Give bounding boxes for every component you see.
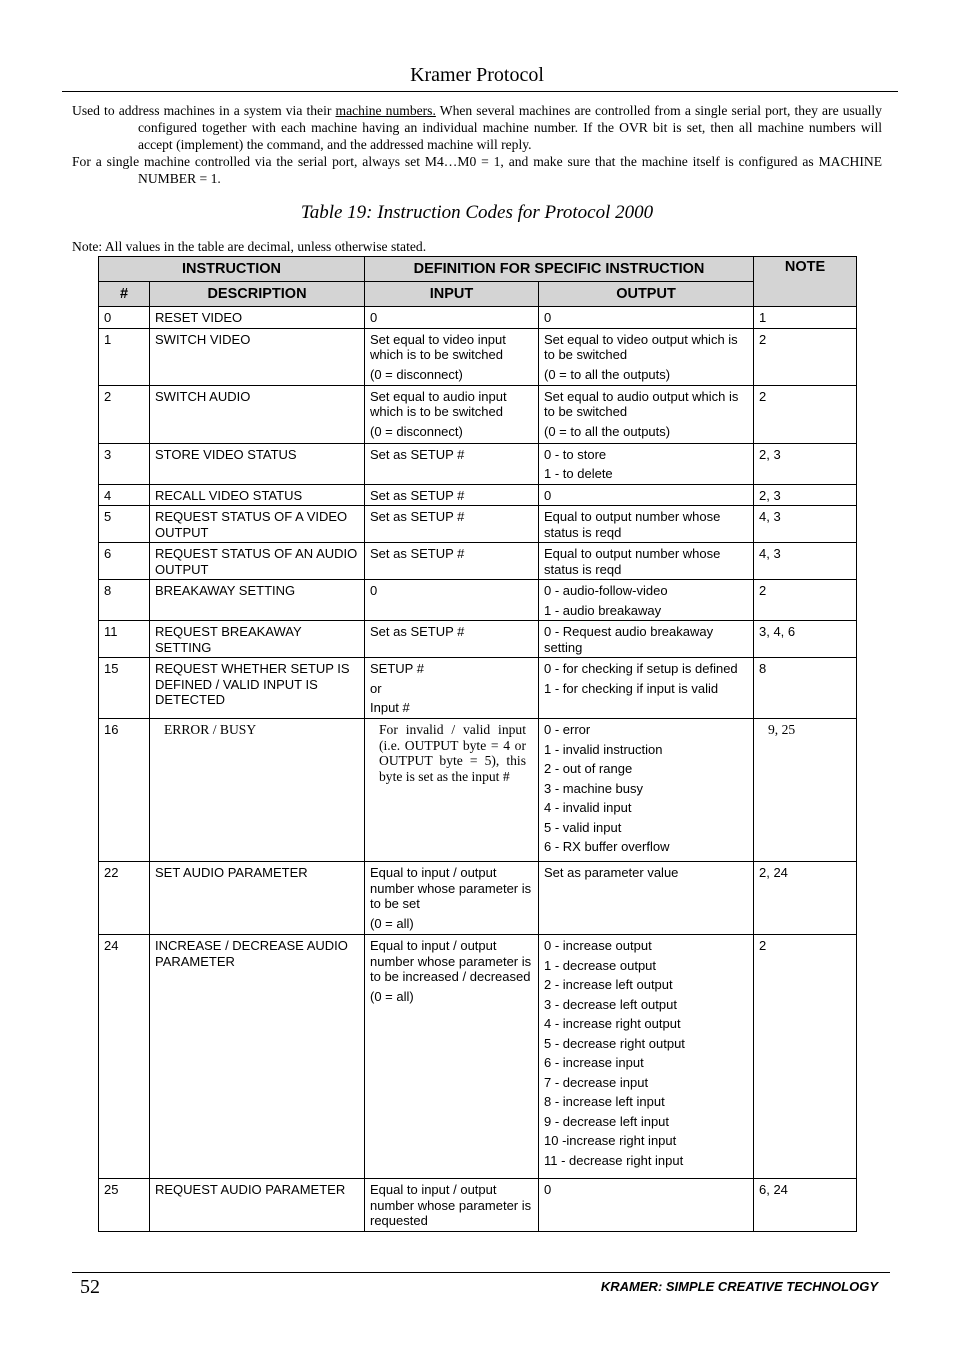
- cell-num: 16: [99, 719, 150, 862]
- output-line: 0: [544, 487, 552, 503]
- cell-description: SWITCH AUDIO: [150, 385, 365, 443]
- cell-output: [539, 385, 754, 443]
- cell-num: 0: [99, 307, 150, 329]
- table-row: [99, 484, 857, 506]
- table-note: Note: All values in the table are decimal, unless otherwise stated.: [72, 239, 427, 254]
- cell-output: [539, 719, 754, 862]
- footer-brand: KRAMER: SIMPLE CREATIVE TECHNOLOGY: [600, 1279, 878, 1294]
- cell-note: 2, 24: [754, 862, 857, 935]
- cell-note: 8: [754, 658, 857, 719]
- output-line: 2 - increase left output: [544, 977, 673, 992]
- output-line: 0 - increase output: [544, 938, 652, 953]
- input-line: (0 = all): [370, 988, 414, 1004]
- cell-output: [539, 621, 754, 658]
- cell-input: [365, 580, 539, 621]
- cell-description: REQUEST STATUS OF AN AUDIO OUTPUT: [150, 543, 365, 580]
- cell-description: RESET VIDEO: [150, 307, 365, 329]
- cell-output: [539, 307, 754, 329]
- cell-note: 2: [754, 580, 857, 621]
- cell-note: 2: [754, 385, 857, 443]
- header-note: NOTE: [754, 257, 857, 307]
- input-line: For invalid / valid input (i.e. OUTPUT byte = 4 or OUTPUT byte = 5), this byte is set as the input #: [379, 722, 526, 784]
- output-line: Set equal to audio output which is to be switched: [544, 388, 739, 419]
- cell-description: REQUEST BREAKAWAY SETTING: [150, 621, 365, 658]
- table-row: [99, 621, 857, 658]
- cell-note: 1: [754, 307, 857, 329]
- cell-input: [365, 719, 539, 862]
- cell-input: [365, 1179, 539, 1232]
- table-row: [99, 935, 857, 1179]
- cell-output: [539, 862, 754, 935]
- table-row: [99, 506, 857, 543]
- cell-num: 5: [99, 506, 150, 543]
- table-row: [99, 580, 857, 621]
- cell-output: [539, 935, 754, 1179]
- cell-note: 2: [754, 328, 857, 385]
- cell-output: [539, 658, 754, 719]
- input-line: (0 = disconnect): [370, 366, 463, 382]
- cell-output: [539, 506, 754, 543]
- cell-num: 22: [99, 862, 150, 935]
- output-line: 2 - out of range: [544, 761, 633, 776]
- output-line: 0 - for checking if setup is defined: [544, 661, 738, 676]
- input-line: Input #: [370, 700, 410, 715]
- cell-note: 4, 3: [754, 506, 857, 543]
- cell-input: [365, 935, 539, 1179]
- output-line: Equal to output number whose status is reqd: [544, 509, 721, 540]
- output-line: 6 - increase input: [544, 1055, 644, 1070]
- output-line: 1 - for checking if input is valid: [544, 680, 719, 696]
- cell-num: 15: [99, 658, 150, 719]
- cell-input: [365, 307, 539, 329]
- output-line: 0 - Request audio breakaway setting: [544, 624, 714, 655]
- output-line: 0 - audio-follow-video: [544, 583, 668, 598]
- output-line: 3 - decrease left output: [544, 996, 677, 1012]
- cell-note: 6, 24: [754, 1179, 857, 1232]
- output-line: 0: [544, 310, 552, 325]
- cell-num: 6: [99, 543, 150, 580]
- page-number: 52: [80, 1276, 100, 1298]
- input-line: Equal to input / output number whose parameter is to be increased / decreased: [370, 938, 532, 984]
- header-input: INPUT: [365, 282, 539, 307]
- cell-output: [539, 543, 754, 580]
- input-line: or: [370, 680, 382, 696]
- output-line: (0 = to all the outputs): [544, 423, 671, 439]
- cell-input: [365, 484, 539, 506]
- cell-input: [365, 385, 539, 443]
- table-row: [99, 385, 857, 443]
- output-line: 0 - to store: [544, 446, 607, 462]
- cell-description: SET AUDIO PARAMETER: [150, 862, 365, 935]
- cell-description: REQUEST AUDIO PARAMETER: [150, 1179, 365, 1232]
- cell-num: 2: [99, 385, 150, 443]
- output-line: Set equal to video output which is to be switched: [544, 331, 738, 362]
- cell-description: INCREASE / DECREASE AUDIO PARAMETER: [150, 935, 365, 1179]
- cell-output: [539, 580, 754, 621]
- cell-output: [539, 484, 754, 506]
- cell-num: 25: [99, 1179, 150, 1232]
- machine-numbers-link: machine numbers.: [335, 103, 436, 118]
- table-row: [99, 328, 857, 385]
- output-line: (0 = to all the outputs): [544, 366, 671, 382]
- table-caption: Table 19: Instruction Codes for Protocol 2000: [300, 202, 654, 223]
- intro-text: [72, 102, 882, 187]
- intro-paragraph-1: [72, 102, 882, 153]
- cell-num: 3: [99, 443, 150, 484]
- cell-description: SWITCH VIDEO: [150, 328, 365, 385]
- output-line: 5 - valid input: [544, 819, 622, 835]
- cell-description: ERROR / BUSY: [150, 719, 365, 862]
- header-instruction: INSTRUCTION: [99, 257, 365, 282]
- input-line: (0 = disconnect): [370, 423, 463, 439]
- input-line: Equal to input / output number whose parameter is to be set: [370, 865, 532, 911]
- output-line: 1 - decrease output: [544, 957, 657, 973]
- input-line: Set as SETUP #: [370, 624, 465, 639]
- cell-note: 2: [754, 935, 857, 1179]
- output-line: 8 - increase left input: [544, 1094, 665, 1109]
- output-line: 6 - RX buffer overflow: [544, 839, 670, 854]
- cell-num: 24: [99, 935, 150, 1179]
- cell-input: [365, 543, 539, 580]
- cell-description: RECALL VIDEO STATUS: [150, 484, 365, 506]
- header-definition: DEFINITION FOR SPECIFIC INSTRUCTION: [365, 257, 754, 282]
- cell-output: [539, 1179, 754, 1232]
- output-line: 0 - error: [544, 722, 591, 737]
- cell-input: [365, 621, 539, 658]
- cell-note: 2, 3: [754, 443, 857, 484]
- cell-note: 4, 3: [754, 543, 857, 580]
- output-line: 4 - invalid input: [544, 800, 632, 815]
- output-line: 1 - audio breakaway: [544, 602, 662, 618]
- output-line: 9 - decrease left input: [544, 1113, 670, 1129]
- input-line: Equal to input / output number whose parameter is requested: [370, 1182, 532, 1228]
- input-line: SETUP #: [370, 661, 424, 676]
- input-line: (0 = all): [370, 915, 414, 931]
- table-row: [99, 443, 857, 484]
- output-line: 10 -increase right input: [544, 1133, 677, 1148]
- intro-paragraph-2: For a single machine controlled via the serial port, always set M4…M0 = 1, and make sure that the machine itself is configured as MACHINE NUMBER = 1.: [72, 154, 882, 186]
- table-row: [99, 1179, 857, 1232]
- cell-output: [539, 443, 754, 484]
- input-line: Set equal to video input which is to be switched: [370, 331, 506, 362]
- table-row: [99, 658, 857, 719]
- table-row: [99, 862, 857, 935]
- output-line: 7 - decrease input: [544, 1074, 649, 1090]
- footer-rule: [72, 1272, 890, 1273]
- intro-p1-rest: When several machines are controlled from a single serial port, they are usually configured together with each machine having an individual machine number. If the OVR bit is set, then all machine numbers will accept (implement) the command, and the addressed machine will reply.: [138, 103, 882, 152]
- input-line: Set equal to audio input which is to be switched: [370, 388, 507, 419]
- cell-input: [365, 862, 539, 935]
- cell-input: [365, 658, 539, 719]
- output-line: Set as parameter value: [544, 865, 679, 880]
- intro-p1-text: Used to address machines in a system via their: [72, 103, 336, 118]
- cell-description: STORE VIDEO STATUS: [150, 443, 365, 484]
- output-line: 0: [544, 1182, 552, 1197]
- header-description: DESCRIPTION: [150, 282, 365, 307]
- cell-input: [365, 443, 539, 484]
- cell-note: 2, 3: [754, 484, 857, 506]
- cell-input: [365, 506, 539, 543]
- output-line: 11 - decrease right input: [544, 1152, 684, 1168]
- output-line: 5 - decrease right output: [544, 1035, 685, 1051]
- cell-num: 11: [99, 621, 150, 658]
- table-body: [99, 307, 857, 1232]
- output-line: 1 - invalid instruction: [544, 741, 663, 757]
- cell-num: 8: [99, 580, 150, 621]
- cell-note: 9, 25: [754, 719, 857, 862]
- input-line: Set as SETUP #: [370, 509, 465, 524]
- cell-note: 3, 4, 6: [754, 621, 857, 658]
- table-row: [99, 719, 857, 862]
- cell-num: 4: [99, 484, 150, 506]
- cell-output: [539, 328, 754, 385]
- output-line: 3 - machine busy: [544, 780, 643, 796]
- cell-description: BREAKAWAY SETTING: [150, 580, 365, 621]
- table-row: [99, 307, 857, 329]
- header-num: #: [99, 282, 150, 307]
- input-line: Set as SETUP #: [370, 446, 465, 462]
- output-line: Equal to output number whose status is reqd: [544, 546, 721, 577]
- cell-description: REQUEST WHETHER SETUP IS DEFINED / VALID INPUT IS DETECTED: [150, 658, 365, 719]
- input-line: Set as SETUP #: [370, 487, 465, 503]
- cell-num: 1: [99, 328, 150, 385]
- instruction-codes-table: [98, 256, 857, 1232]
- output-line: 4 - increase right output: [544, 1016, 681, 1031]
- input-line: Set as SETUP #: [370, 546, 465, 561]
- cell-input: [365, 328, 539, 385]
- input-line: 0: [370, 310, 378, 325]
- page-header-title: Kramer Protocol: [410, 64, 544, 86]
- cell-description: REQUEST STATUS OF A VIDEO OUTPUT: [150, 506, 365, 543]
- header-output: OUTPUT: [539, 282, 754, 307]
- table-row: [99, 543, 857, 580]
- header-rule: [62, 91, 898, 92]
- input-line: 0: [370, 583, 378, 598]
- output-line: 1 - to delete: [544, 466, 613, 481]
